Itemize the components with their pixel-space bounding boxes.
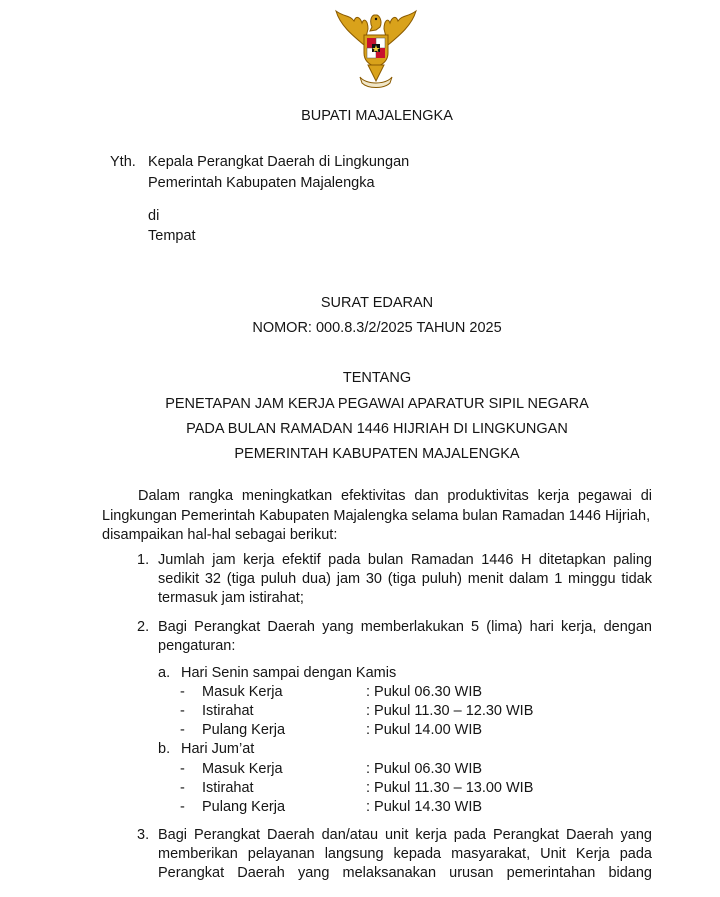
recipient-place: Tempat: [148, 228, 196, 244]
issuer-title: BUPATI MAJALENGKA: [301, 108, 453, 124]
schedule-label: Masuk Kerja: [202, 761, 283, 777]
schedule-value: : Pukul 06.30 WIB: [366, 761, 483, 777]
letter-type: SURAT EDARAN: [320, 295, 434, 311]
schedule-label: Pulang Kerja: [202, 722, 286, 738]
garuda-emblem-icon: [330, 5, 422, 91]
item-2-line-1: Bagi Perangkat Daerah yang memberlakukan 5 (lima) hari kerja, dengan: [158, 619, 652, 635]
item-1-line-1: Jumlah jam kerja efektif pada bulan Ramadan 1446 H ditetapkan paling: [158, 552, 652, 568]
schedule-label: Pulang Kerja: [202, 799, 286, 815]
subject-line-1: PENETAPAN JAM KERJA PEGAWAI APARATUR SIPIL NEGARA: [165, 396, 589, 412]
schedule-value: : Pukul 11.30 – 12.30 WIB: [366, 703, 534, 719]
schedule-dash: -: [180, 703, 185, 719]
schedule-dash: -: [180, 761, 185, 777]
schedule-dash: -: [180, 780, 185, 796]
intro-line-1: Dalam rangka meningkatkan efektivitas dan produktivitas kerja pegawai di: [138, 488, 652, 504]
item-3-line-1: Bagi Perangkat Daerah dan/atau unit kerja pada Perangkat Daerah yang: [158, 827, 652, 843]
intro-line-3: disampaikan hal-hal sebagai berikut:: [102, 527, 338, 543]
schedule-dash: -: [180, 684, 185, 700]
item-number: 1.: [137, 552, 150, 568]
item-1-line-2: sedikit 32 (tiga puluh dua) jam 30 (tiga puluh) menit dalam 1 minggu tidak: [158, 571, 652, 587]
item-number: 2.: [137, 619, 150, 635]
item-3-line-3: Perangkat Daerah yang melaksanakan urusan pemerintahan bidang: [158, 865, 652, 881]
schedule-heading: Hari Senin sampai dengan Kamis: [181, 665, 397, 681]
schedule-dash: -: [180, 799, 185, 815]
recipient-prefix: Yth.: [110, 154, 136, 170]
subject-label: TENTANG: [342, 370, 412, 386]
item-2-line-2: pengaturan:: [158, 638, 236, 654]
item-number: 3.: [137, 827, 150, 843]
schedule-value: : Pukul 14.00 WIB: [366, 722, 483, 738]
schedule-label: Istirahat: [202, 780, 254, 796]
letter-number: NOMOR: 000.8.3/2/2025 TAHUN 2025: [252, 320, 502, 336]
schedule-heading: Hari Jum’at: [181, 741, 255, 757]
schedule-dash: -: [180, 722, 185, 738]
schedule-value: : Pukul 14.30 WIB: [366, 799, 483, 815]
schedule-value: : Pukul 06.30 WIB: [366, 684, 483, 700]
subject-line-3: PEMERINTAH KABUPATEN MAJALENGKA: [234, 446, 520, 462]
recipient-line-2: Pemerintah Kabupaten Majalengka: [148, 175, 375, 191]
item-1-line-3: termasuk jam istirahat;: [158, 590, 304, 606]
intro-line-2: Lingkungan Pemerintah Kabupaten Majalengka selama bulan Ramadan 1446 Hijriah,: [102, 508, 651, 524]
schedule-label: Masuk Kerja: [202, 684, 283, 700]
recipient-at: di: [148, 208, 160, 224]
schedule-label: Istirahat: [202, 703, 254, 719]
schedule-letter: b.: [158, 741, 171, 757]
schedule-value: : Pukul 11.30 – 13.00 WIB: [366, 780, 534, 796]
subject-line-2: PADA BULAN RAMADAN 1446 HIJRIAH DI LINGKUNGAN: [186, 421, 568, 437]
schedule-letter: a.: [158, 665, 171, 681]
recipient-line-1: Kepala Perangkat Daerah di Lingkungan: [148, 154, 410, 170]
item-3-line-2: memberikan pelayanan langsung kepada masyarakat, Unit Kerja pada: [158, 846, 652, 862]
